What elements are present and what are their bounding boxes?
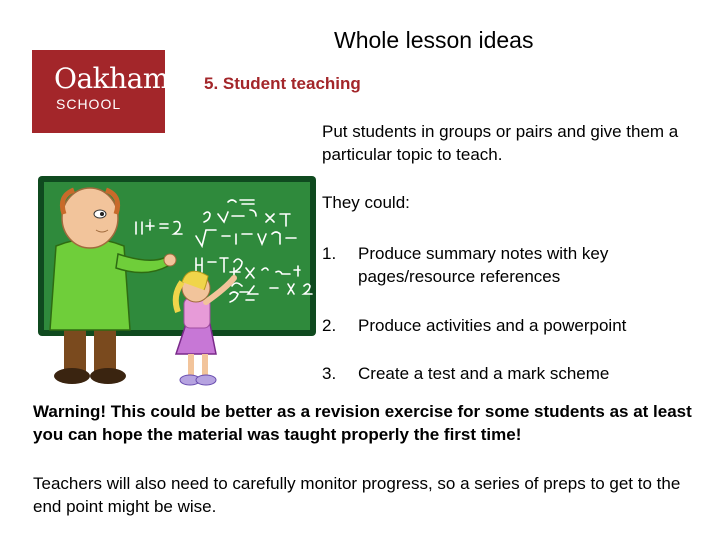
page-title: Whole lesson ideas bbox=[334, 27, 534, 53]
school-logo bbox=[32, 50, 169, 133]
logo-wordmark: Oakham bbox=[54, 62, 169, 95]
list-item bbox=[322, 362, 712, 385]
list-item bbox=[322, 314, 712, 337]
they-could-label: They could: bbox=[322, 193, 410, 212]
list-item-number: 1. bbox=[322, 244, 337, 263]
list-item-text: Produce activities and a powerpoint bbox=[358, 316, 627, 335]
list-item-text: Produce summary notes with key pages/resource references bbox=[358, 244, 609, 286]
teacher-student-chalkboard-illustration bbox=[36, 174, 318, 388]
list-item-number: 3. bbox=[322, 364, 337, 383]
intro-text: Put students in groups or pairs and give them a particular topic to teach. bbox=[322, 122, 679, 164]
teachers-paragraph: Teachers will also need to carefully monitor progress, so a series of preps to get to the end point might be wise. bbox=[33, 474, 681, 516]
list-item-text: Create a test and a mark scheme bbox=[358, 364, 610, 383]
list-item-number: 2. bbox=[322, 316, 337, 335]
section-subtitle: 5. Student teaching bbox=[204, 74, 361, 93]
warning-paragraph: Warning! This could be better as a revision exercise for some students as at least you can hope the material was taught properly the first time! bbox=[33, 402, 692, 444]
logo-subtext: SCHOOL bbox=[56, 96, 122, 112]
list-item bbox=[322, 242, 712, 288]
